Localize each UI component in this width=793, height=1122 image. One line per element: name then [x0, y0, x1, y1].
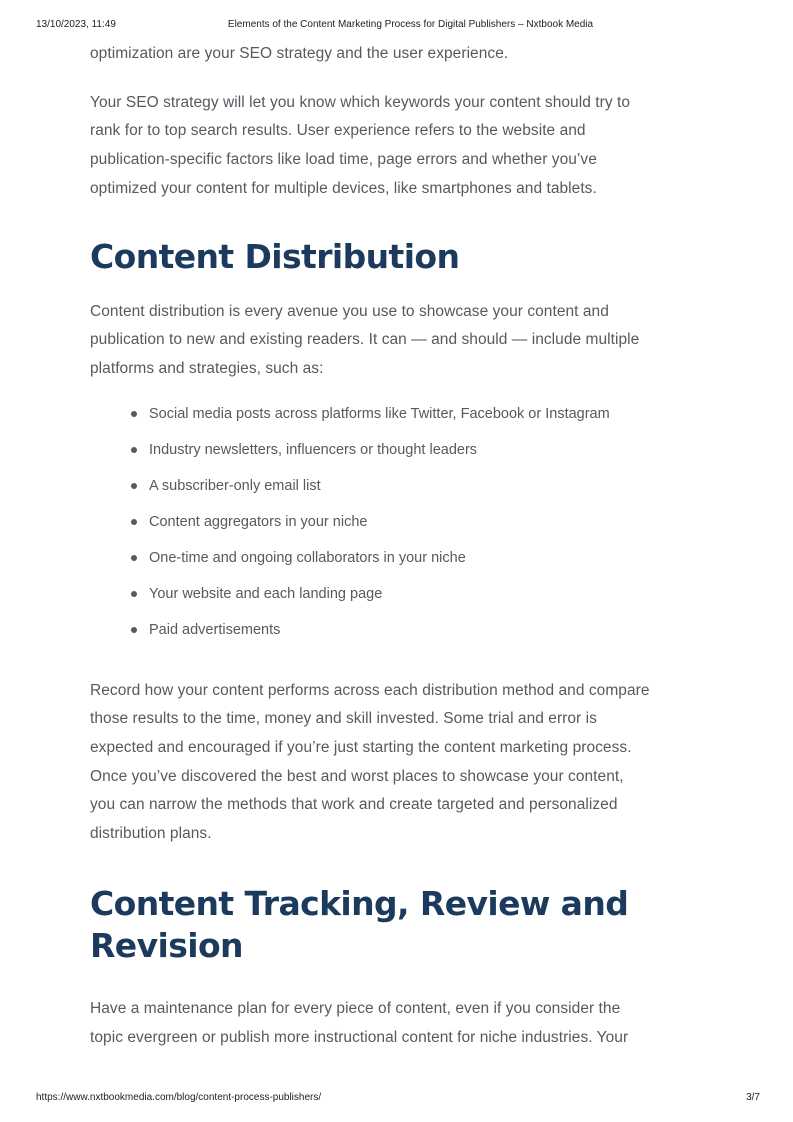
- bullet-icon: [131, 411, 137, 417]
- text-line: Record how your content performs across each distribution method and compare: [90, 681, 650, 699]
- list-item-text: Industry newsletters, influencers or thought leaders: [149, 441, 478, 458]
- bullet-icon: [131, 627, 137, 633]
- text-line: those results to the time, money and skill invested. Some trial and error is: [90, 710, 597, 728]
- heading-content-distribution: Content Distribution: [90, 236, 460, 276]
- print-page-number: 3/7: [746, 1092, 760, 1103]
- text-line: Your SEO strategy will let you know which keywords your content should try to: [90, 93, 630, 111]
- bullet-icon: [131, 483, 137, 489]
- list-item-text: Paid advertisements: [149, 621, 281, 638]
- seo-paragraph: [90, 89, 710, 204]
- print-header: [0, 19, 793, 33]
- intro-fragment: [90, 40, 710, 69]
- bullet-icon: [131, 447, 137, 453]
- text-line: Once you’ve discovered the best and worst places to showcase your content,: [90, 767, 624, 785]
- text-line: rank for to top search results. User experience refers to the website and: [90, 122, 586, 140]
- print-datetime: 13/10/2023, 11:49: [36, 19, 116, 30]
- text-line: optimization are your SEO strategy and the user experience.: [90, 45, 509, 62]
- list-item-text: Your website and each landing page: [149, 585, 383, 602]
- bullet-icon: [131, 555, 137, 561]
- list-item-text: Content aggregators in your niche: [149, 513, 368, 530]
- text-line: expected and encouraged if you’re just starting the content marketing process.: [90, 739, 632, 757]
- article-body: [90, 40, 710, 1052]
- text-line: Have a maintenance plan for every piece of content, even if you consider the: [90, 999, 621, 1017]
- list-item: [130, 548, 710, 584]
- list-item: [130, 476, 710, 512]
- list-item-text: Social media posts across platforms like Twitter, Facebook or Instagram: [149, 405, 610, 422]
- list-item: [130, 440, 710, 476]
- list-item: [130, 620, 710, 656]
- distribution-intro: [90, 298, 710, 384]
- distribution-closing: [90, 677, 710, 849]
- tracking-intro: [90, 995, 710, 1052]
- text-line: distribution plans.: [90, 825, 212, 843]
- list-item-text: A subscriber-only email list: [149, 477, 321, 494]
- list-item: [130, 404, 710, 440]
- text-line: platforms and strategies, such as:: [90, 359, 324, 377]
- heading-line: Revision: [90, 925, 243, 965]
- bullet-icon: [131, 519, 137, 525]
- text-line: publication-specific factors like load time, page errors and whether you’ve: [90, 151, 597, 169]
- list-item-text: One-time and ongoing collaborators in your niche: [149, 549, 466, 566]
- bullet-icon: [131, 591, 137, 597]
- text-line: topic evergreen or publish more instructional content for niche industries. Your: [90, 1028, 629, 1046]
- heading-content-tracking: [90, 883, 710, 967]
- text-line: Content distribution is every avenue you use to showcase your content and: [90, 302, 609, 320]
- text-line: publication to new and existing readers. It can — and should — include multiple: [90, 331, 640, 349]
- text-line: you can narrow the methods that work and create targeted and personalized: [90, 796, 618, 814]
- list-item: [130, 512, 710, 548]
- print-page-title: Elements of the Content Marketing Process for Digital Publishers – Nxtbook Media: [227, 19, 594, 30]
- text-line: optimized your content for multiple devices, like smartphones and tablets.: [90, 179, 597, 197]
- print-url: https://www.nxtbookmedia.com/blog/content-process-publishers/: [36, 1092, 322, 1103]
- distribution-list: [90, 404, 710, 656]
- list-item: [130, 584, 710, 620]
- heading-line: Content Tracking, Review and: [90, 883, 629, 923]
